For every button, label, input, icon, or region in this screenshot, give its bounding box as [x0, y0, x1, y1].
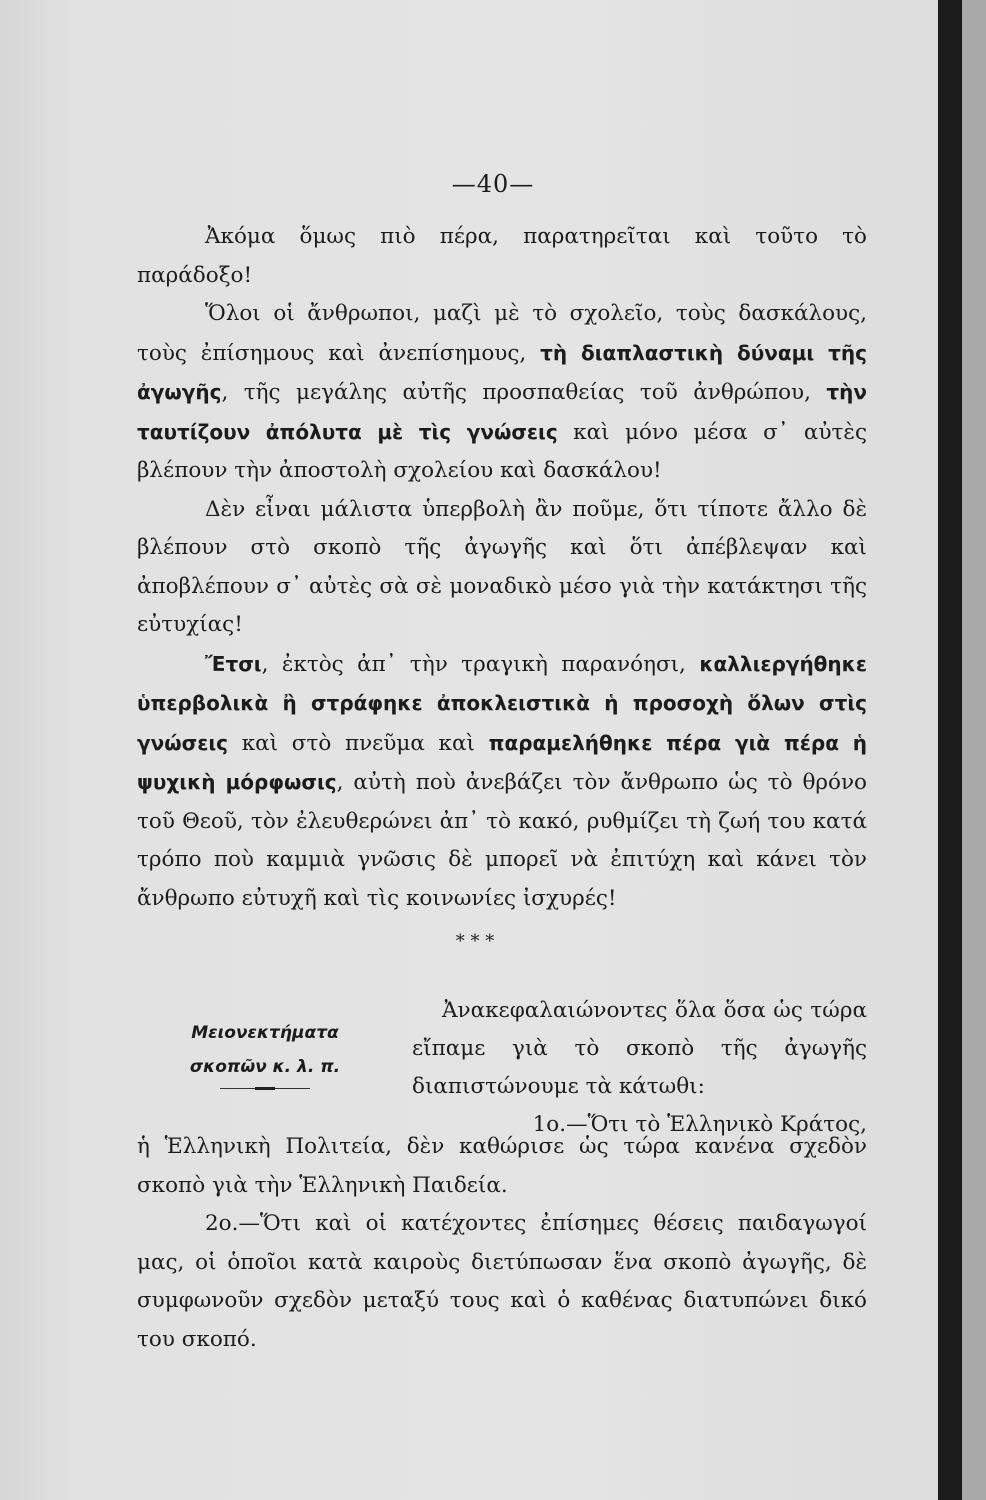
summary-intro-text: Ἀνακεφαλαιώνοντες ὅλα ὅσα ὡς τώρα εἴπαμε γιὰ τὸ σκοπὸ τῆς ἀγωγῆς διαπιστώνουμε τὰ κάτωθι: [412, 998, 867, 1099]
margin-note-line-2: σκοπῶν κ. λ. π. [189, 1057, 341, 1077]
paragraph-1-text: Ἀκόμα ὅμως πιὸ πέρα, παρατηρεῖται καὶ τοῦτο τὸ παράδοξο! [137, 224, 867, 288]
page-edge-shadow [938, 0, 962, 1500]
paragraph-3 [137, 491, 867, 645]
margin-note-line-1: Μειονεκτήματα [191, 1023, 339, 1043]
paragraph-4-bold-3: παραμελήθηκε πέρα γιὰ πέρα ἡ ψυχικὴ μόρφωσις [137, 730, 868, 794]
item-2: 2ο.—Ὅτι καὶ οἱ κατέχοντες ἐπίσημες θέσεις παιδαγωγοί μας, οἱ ὁποῖοι κατὰ καιροὺς διετύπωσαν ἕνα σκοπὸ ἀγωγῆς, δὲ συμφωνοῦν σχεδὸν μεταξύ τους καὶ ὁ καθένας διατυπώνει δικό του σκοπό. [137, 1211, 867, 1352]
paragraph-2-seg-1: Ὅλοι οἱ ἄνθρωποι, μαζὶ μὲ τὸ σχολεῖο, τοὺς δασκάλους, τοὺς ἐπίσημους καὶ ἀνεπίσημους, [137, 301, 867, 366]
paragraph-2-seg-2: , τῆς μεγάλης αὐτῆς προσπαθείας τοῦ ἀνθρώπου, [221, 380, 827, 405]
item-1-rest: ἡ Ἑλληνικὴ Πολιτεία, δὲν καθώρισε ὡς τώρα κανένα σχεδὸν σκοπὸ γιὰ τὴν Ἑλληνικὴ Παιδεία. [137, 1134, 867, 1198]
summary-intro [412, 992, 867, 1144]
paragraph-4-bold-1: Ἔτσι [205, 651, 262, 676]
summary-list [137, 1128, 867, 1359]
paragraph-4-seg-2: καὶ στὸ πνεῦμα καὶ [228, 730, 489, 756]
paragraph-2-bold-1: τὴ διαπλαστικὴ δύναμι τῆς ἀγωγῆς [137, 340, 867, 404]
margin-note [170, 1016, 360, 1089]
section-separator: * * * [455, 931, 495, 952]
paragraph-2-seg-3: καὶ μόνο μέσα σ᾽ αὐτὲς βλέπουν τὴν ἀποστολὴ σχολείου καὶ δασκάλου! [137, 419, 867, 483]
paragraph-2-bold-2: τὴν ταυτίζουν ἀπόλυτα μὲ τὶς γνώσεις [137, 380, 867, 444]
item-1-head: 1ο.—Ὅτι τὸ Ἑλληνικὸ Κράτος, [532, 1112, 867, 1137]
paragraph-4-bold-2: καλλιεργήθηκε ὑπερβολικὰ ἢ στράφηκε ἀποκλειστικὰ ἡ προσοχὴ ὅλων στὶς γνώσεις [137, 651, 867, 755]
page-number: —40— [451, 170, 535, 198]
paragraph-4-seg-1: , ἐκτὸς ἀπ᾽ τὴν τραγικὴ παρανόησι, [261, 651, 700, 677]
main-text [137, 218, 867, 918]
paragraph-1 [137, 218, 867, 295]
paragraph-4 [137, 645, 867, 919]
paragraph-3-text: Δὲν εἶναι μάλιστα ὑπερβολὴ ἂν ποῦμε, ὅτι τίποτε ἄλλο δὲ βλέπουν στὸ σκοπὸ τῆς ἀγωγῆς καὶ ὅτι ἀπέβλεψαν καὶ ἀποβλέπουν σ᾽ αὐτὲς σὰ σὲ μοναδικὸ μέσο γιὰ τὴν κατάκτησι τῆς εὐτυχίας! [137, 496, 867, 637]
paragraph-2 [137, 295, 867, 491]
paragraph-4-seg-3: , αὐτὴ ποὺ ἀνεβάζει τὸν ἄνθρωπο ὡς τὸ θρόνο τοῦ Θεοῦ, τὸν ἐλευθερώνει ἀπ᾽ τὸ κακό, ρυθμίζει τὴ ζωή του κατά τρόπο ποὺ καμμιὰ γνῶσις δὲ μπορεῖ νὰ ἐπιτύχη καὶ κάνει τὸν ἄνθρωπο εὐτυχῆ καὶ τὶς κοινωνίες ἰσχυρές! [137, 770, 867, 911]
margin-note-rule [220, 1088, 310, 1089]
